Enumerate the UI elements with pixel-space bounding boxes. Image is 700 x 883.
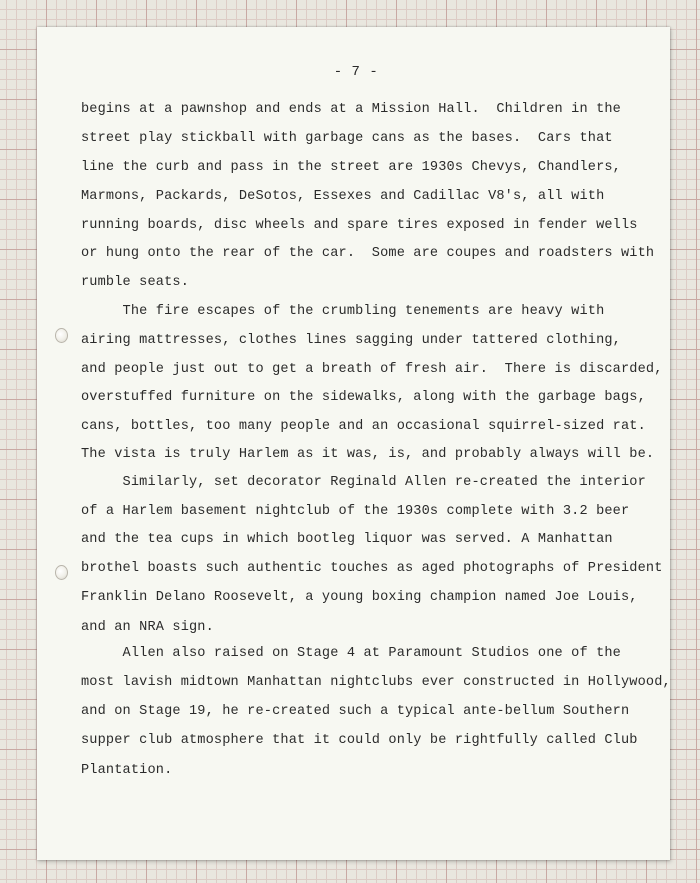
text-line: supper club atmosphere that it could only be rightfully called Club <box>81 733 638 748</box>
text-line: most lavish midtown Manhattan nightclubs ever constructed in Hollywood, <box>81 675 671 690</box>
text-line: line the curb and pass in the street are 1930s Chevys, Chandlers, <box>81 160 621 175</box>
text-line: Plantation. <box>81 763 173 778</box>
punch-hole <box>55 328 68 343</box>
text-line: and on Stage 19, he re-created such a typical ante-bellum Southern <box>81 704 630 719</box>
text-line: Franklin Delano Roosevelt, a young boxing champion named Joe Louis, <box>81 590 638 605</box>
text-line: of a Harlem basement nightclub of the 1930s complete with 3.2 beer <box>81 504 630 519</box>
text-line: running boards, disc wheels and spare tires exposed in fender wells <box>81 218 638 233</box>
text-line: and the tea cups in which bootleg liquor was served. A Manhattan <box>81 532 613 547</box>
text-line: begins at a pawnshop and ends at a Mission Hall. Children in the <box>81 102 621 117</box>
text-line: and an NRA sign. <box>81 620 214 635</box>
text-line: The fire escapes of the crumbling tenements are heavy with <box>81 304 605 319</box>
text-line: or hung onto the rear of the car. Some are coupes and roadsters with <box>81 246 655 261</box>
text-line: and people just out to get a breath of fresh air. There is discarded, <box>81 362 663 377</box>
text-line: airing mattresses, clothes lines sagging under tattered clothing, <box>81 333 621 348</box>
text-line: cans, bottles, too many people and an occasional squirrel-sized rat. <box>81 419 646 434</box>
text-line: brothel boasts such authentic touches as aged photographs of President <box>81 561 663 576</box>
punch-hole <box>55 565 68 580</box>
text-line: rumble seats. <box>81 275 189 290</box>
page-number: - 7 - <box>333 64 379 80</box>
text-line: Allen also raised on Stage 4 at Paramount Studios one of the <box>81 646 621 661</box>
text-line: overstuffed furniture on the sidewalks, along with the garbage bags, <box>81 390 646 405</box>
text-line: Marmons, Packards, DeSotos, Essexes and Cadillac V8's, all with <box>81 189 605 204</box>
text-line: Similarly, set decorator Reginald Allen re-created the interior <box>81 475 646 490</box>
text-line: The vista is truly Harlem as it was, is, and probably always will be. <box>81 447 655 462</box>
text-line: street play stickball with garbage cans as the bases. Cars that <box>81 131 613 146</box>
